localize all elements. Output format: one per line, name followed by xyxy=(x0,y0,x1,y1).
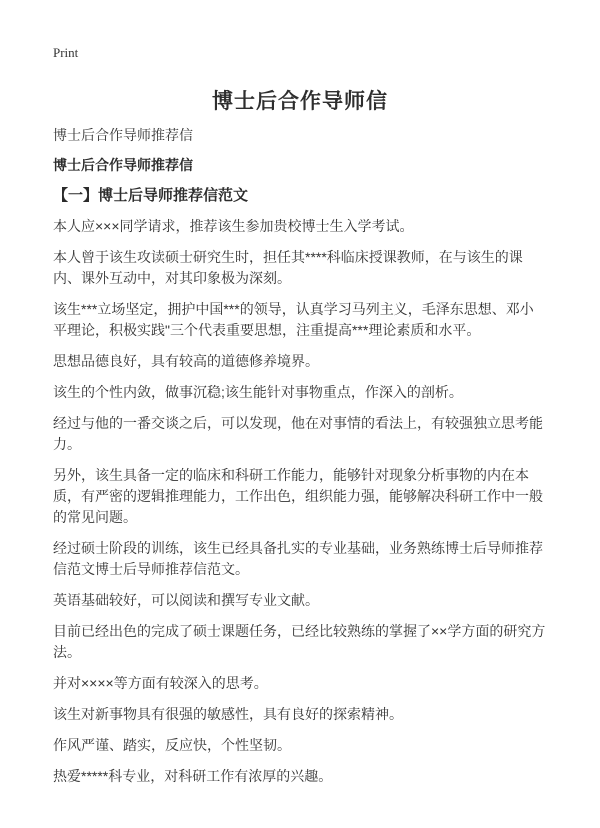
paragraph: 本人曾于该生攻读硕士研究生时，担任其****科临床授课教师，在与该生的课内、课外互动中，对其印象极为深刻。 xyxy=(53,249,523,286)
paragraph: 并对××××等方面有较深入的思考。 xyxy=(53,675,268,691)
paragraph: 目前已经出色的完成了硕士课题任务，已经比较熟练的掌握了××学方面的研究方法。 xyxy=(53,623,546,660)
paragraph: 该生的个性内敛，做事沉稳;该生能针对事物重点，作深入的剖析。 xyxy=(53,384,463,400)
subtitle-plain: 博士后合作导师推荐信 xyxy=(53,127,193,143)
paragraph: 作风严谨、踏实，反应快，个性坚韧。 xyxy=(53,737,291,753)
paragraph: 英语基础较好，可以阅读和撰写专业文献。 xyxy=(53,592,319,608)
paragraph: 该生***立场坚定，拥护中国***的领导，认真学习马列主义，毛泽东思想、邓小平理论，积极实践"三个代表重要思想，注重提高***理论素质和水平。 xyxy=(53,301,534,338)
paragraph: 思想品德良好，具有较高的道德修养境界。 xyxy=(53,353,319,369)
page-title: 博士后合作导师信 xyxy=(212,90,388,113)
print-link[interactable]: Print xyxy=(53,45,79,60)
letter-body xyxy=(53,216,547,787)
paragraph: 另外，该生具备一定的临床和科研工作能力，能够针对现象分析事物的内在本质，有严密的逻辑推理能力，工作出色，组织能力强，能够解决科研工作中一般的常见问题。 xyxy=(53,467,543,525)
paragraph: 经过与他的一番交谈之后，可以发现，他在对事情的看法上，有较强独立思考能力。 xyxy=(53,415,543,452)
section-heading: 【一】博士后导师推荐信范文 xyxy=(53,187,249,204)
subtitle-bold: 博士后合作导师推荐信 xyxy=(53,157,193,173)
paragraph: 该生对新事物具有很强的敏感性，具有良好的探索精神。 xyxy=(53,706,403,722)
paragraph: 本人应×××同学请求，推荐该生参加贵校博士生入学考试。 xyxy=(53,218,414,234)
paragraph: 热爱*****科专业，对科研工作有浓厚的兴趣。 xyxy=(53,768,333,784)
paragraph: 经过硕士阶段的训练，该生已经具备扎实的专业基础，业务熟练博士后导师推荐信范文博士后导师推荐信范文。 xyxy=(53,540,543,577)
